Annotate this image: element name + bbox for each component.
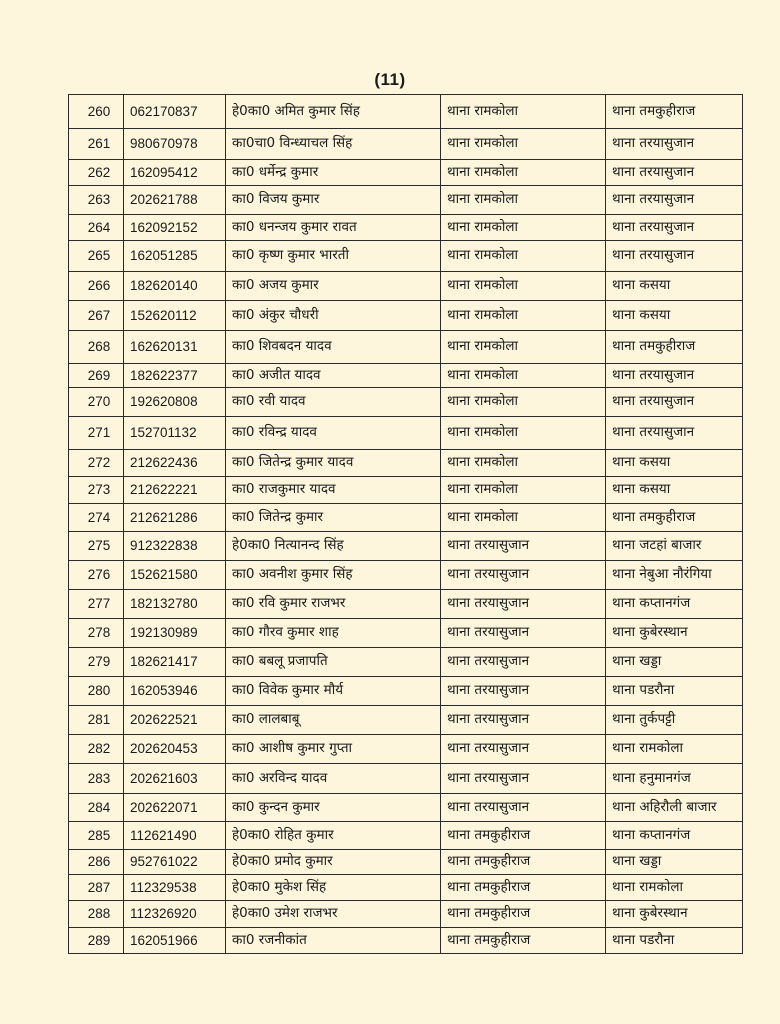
transfer-station-cell: थाना तरयासुजान <box>606 186 743 215</box>
table-row <box>69 561 743 590</box>
table-row <box>69 388 743 417</box>
pno-number-cell: 162051966 <box>124 928 226 954</box>
transfer-station-cell: थाना तमकुहीराज <box>606 504 743 532</box>
pno-number-cell: 202622071 <box>124 794 226 822</box>
serial-number-cell: 264 <box>69 215 124 241</box>
pno-number-cell: 112326920 <box>124 901 226 928</box>
table-row <box>69 706 743 735</box>
employee-name-cell: हे0का0 उमेश राजभर <box>226 901 441 928</box>
transfer-table <box>68 94 743 954</box>
transfer-station-cell: थाना तरयासुजान <box>606 160 743 186</box>
table-row <box>69 901 743 928</box>
transfer-station-cell: थाना पडरौना <box>606 928 743 954</box>
table-row <box>69 619 743 648</box>
serial-number-cell: 276 <box>69 561 124 590</box>
employee-name-cell: का0 अजय कुमार <box>226 272 441 301</box>
employee-name-cell: का0 अंकुर चौधरी <box>226 301 441 331</box>
transfer-station-cell: थाना कसया <box>606 272 743 301</box>
serial-number-cell: 278 <box>69 619 124 648</box>
serial-number-cell: 274 <box>69 504 124 532</box>
pno-number-cell: 202620453 <box>124 735 226 764</box>
transfer-station-cell: थाना हनुमानगंज <box>606 764 743 794</box>
pno-number-cell: 182621417 <box>124 648 226 677</box>
pno-number-cell: 202621603 <box>124 764 226 794</box>
transfer-station-cell: थाना तरयासुजान <box>606 215 743 241</box>
employee-name-cell: का0 रविन्द्र यादव <box>226 417 441 450</box>
serial-number-cell: 272 <box>69 450 124 477</box>
serial-number-cell: 288 <box>69 901 124 928</box>
current-station-cell: थाना तरयासुजान <box>441 677 606 706</box>
current-station-cell: थाना तमकुहीराज <box>441 928 606 954</box>
employee-name-cell: का0 बबलू प्रजापति <box>226 648 441 677</box>
transfer-station-cell: थाना खड्डा <box>606 850 743 875</box>
pno-number-cell: 212622221 <box>124 477 226 504</box>
transfer-station-cell: थाना तरयासुजान <box>606 241 743 272</box>
employee-name-cell: का0 रजनीकांत <box>226 928 441 954</box>
employee-name-cell: हे0का0 रोहित कुमार <box>226 822 441 850</box>
employee-name-cell: का0 शिवबदन यादव <box>226 331 441 364</box>
transfer-station-cell: थाना कसया <box>606 301 743 331</box>
current-station-cell: थाना रामकोला <box>441 331 606 364</box>
transfer-station-cell: थाना कुबेरस्थान <box>606 901 743 928</box>
table-row <box>69 794 743 822</box>
employee-name-cell: का0 गौरव कुमार शाह <box>226 619 441 648</box>
employee-name-cell: का0 अवनीश कुमार सिंह <box>226 561 441 590</box>
transfer-station-cell: थाना रामकोला <box>606 875 743 901</box>
table-row <box>69 590 743 619</box>
employee-name-cell: का0 जितेन्द्र कुमार <box>226 504 441 532</box>
employee-name-cell: का0 आशीष कुमार गुप्ता <box>226 735 441 764</box>
pno-number-cell: 182622377 <box>124 364 226 388</box>
current-station-cell: थाना तरयासुजान <box>441 706 606 735</box>
employee-name-cell: का0 कृष्ण कुमार भारती <box>226 241 441 272</box>
pno-number-cell: 212622436 <box>124 450 226 477</box>
table-row <box>69 532 743 561</box>
current-station-cell: थाना रामकोला <box>441 450 606 477</box>
pno-number-cell: 212621286 <box>124 504 226 532</box>
serial-number-cell: 261 <box>69 129 124 160</box>
transfer-station-cell: थाना अहिरौली बाजार <box>606 794 743 822</box>
transfer-station-cell: थाना कुबेरस्थान <box>606 619 743 648</box>
pno-number-cell: 182132780 <box>124 590 226 619</box>
table-row <box>69 417 743 450</box>
transfer-station-cell: थाना कसया <box>606 450 743 477</box>
transfer-station-cell: थाना पडरौना <box>606 677 743 706</box>
current-station-cell: थाना तमकुहीराज <box>441 850 606 875</box>
table-row <box>69 450 743 477</box>
pno-number-cell: 952761022 <box>124 850 226 875</box>
table-row <box>69 477 743 504</box>
pno-number-cell: 162051285 <box>124 241 226 272</box>
serial-number-cell: 279 <box>69 648 124 677</box>
table-row <box>69 875 743 901</box>
serial-number-cell: 281 <box>69 706 124 735</box>
pno-number-cell: 152621580 <box>124 561 226 590</box>
table-row <box>69 331 743 364</box>
table-row <box>69 928 743 954</box>
current-station-cell: थाना रामकोला <box>441 215 606 241</box>
table-row <box>69 160 743 186</box>
table-row <box>69 677 743 706</box>
serial-number-cell: 286 <box>69 850 124 875</box>
current-station-cell: थाना रामकोला <box>441 95 606 129</box>
current-station-cell: थाना रामकोला <box>441 272 606 301</box>
pno-number-cell: 192130989 <box>124 619 226 648</box>
serial-number-cell: 263 <box>69 186 124 215</box>
serial-number-cell: 283 <box>69 764 124 794</box>
employee-name-cell: का0 विवेक कुमार मौर्य <box>226 677 441 706</box>
page-number: (11) <box>374 70 406 89</box>
current-station-cell: थाना तरयासुजान <box>441 735 606 764</box>
table-row <box>69 215 743 241</box>
pno-number-cell: 162620131 <box>124 331 226 364</box>
table-row <box>69 822 743 850</box>
serial-number-cell: 289 <box>69 928 124 954</box>
serial-number-cell: 284 <box>69 794 124 822</box>
table-row <box>69 186 743 215</box>
transfer-station-cell: थाना तरयासुजान <box>606 129 743 160</box>
table-row <box>69 648 743 677</box>
table-row <box>69 272 743 301</box>
current-station-cell: थाना तरयासुजान <box>441 590 606 619</box>
employee-name-cell: का0 जितेन्द्र कुमार यादव <box>226 450 441 477</box>
current-station-cell: थाना तरयासुजान <box>441 619 606 648</box>
employee-name-cell: का0 रवी यादव <box>226 388 441 417</box>
employee-name-cell: का0 कुन्दन कुमार <box>226 794 441 822</box>
pno-number-cell: 152701132 <box>124 417 226 450</box>
transfer-station-cell: थाना तुर्कपट्टी <box>606 706 743 735</box>
table-row <box>69 735 743 764</box>
employee-name-cell: का0 रवि कुमार राजभर <box>226 590 441 619</box>
current-station-cell: थाना रामकोला <box>441 301 606 331</box>
employee-name-cell: हे0का0 नित्यानन्द सिंह <box>226 532 441 561</box>
table-row <box>69 504 743 532</box>
pno-number-cell: 162095412 <box>124 160 226 186</box>
current-station-cell: थाना रामकोला <box>441 388 606 417</box>
pno-number-cell: 182620140 <box>124 272 226 301</box>
pno-number-cell: 112329538 <box>124 875 226 901</box>
current-station-cell: थाना तरयासुजान <box>441 648 606 677</box>
table-row <box>69 764 743 794</box>
employee-name-cell: का0 अरविन्द यादव <box>226 764 441 794</box>
employee-name-cell: का0 अजीत यादव <box>226 364 441 388</box>
transfer-station-cell: थाना कसया <box>606 477 743 504</box>
current-station-cell: थाना रामकोला <box>441 129 606 160</box>
serial-number-cell: 269 <box>69 364 124 388</box>
current-station-cell: थाना रामकोला <box>441 417 606 450</box>
table-row <box>69 129 743 160</box>
current-station-cell: थाना रामकोला <box>441 364 606 388</box>
transfer-station-cell: थाना कप्तानगंज <box>606 822 743 850</box>
current-station-cell: थाना रामकोला <box>441 186 606 215</box>
employee-name-cell: का0 धनन्जय कुमार रावत <box>226 215 441 241</box>
serial-number-cell: 270 <box>69 388 124 417</box>
serial-number-cell: 267 <box>69 301 124 331</box>
current-station-cell: थाना तरयासुजान <box>441 532 606 561</box>
employee-name-cell: का0 लालबाबू <box>226 706 441 735</box>
serial-number-cell: 277 <box>69 590 124 619</box>
serial-number-cell: 287 <box>69 875 124 901</box>
table-row <box>69 301 743 331</box>
current-station-cell: थाना तमकुहीराज <box>441 875 606 901</box>
transfer-station-cell: थाना तरयासुजान <box>606 364 743 388</box>
serial-number-cell: 265 <box>69 241 124 272</box>
transfer-station-cell: थाना तरयासुजान <box>606 388 743 417</box>
employee-name-cell: का0 विजय कुमार <box>226 186 441 215</box>
employee-name-cell: हे0का0 मुकेश सिंह <box>226 875 441 901</box>
current-station-cell: थाना तमकुहीराज <box>441 822 606 850</box>
transfer-station-cell: थाना तमकुहीराज <box>606 331 743 364</box>
transfer-station-cell: थाना रामकोला <box>606 735 743 764</box>
serial-number-cell: 280 <box>69 677 124 706</box>
pno-number-cell: 202621788 <box>124 186 226 215</box>
pno-number-cell: 980670978 <box>124 129 226 160</box>
employee-name-cell: हे0का0 प्रमोद कुमार <box>226 850 441 875</box>
transfer-station-cell: थाना नेबुआ नौरंगिया <box>606 561 743 590</box>
serial-number-cell: 282 <box>69 735 124 764</box>
pno-number-cell: 912322838 <box>124 532 226 561</box>
transfer-station-cell: थाना जटहां बाजार <box>606 532 743 561</box>
current-station-cell: थाना तरयासुजान <box>441 794 606 822</box>
employee-name-cell: का0 राजकुमार यादव <box>226 477 441 504</box>
current-station-cell: थाना तरयासुजान <box>441 561 606 590</box>
current-station-cell: थाना रामकोला <box>441 241 606 272</box>
serial-number-cell: 275 <box>69 532 124 561</box>
pno-number-cell: 162092152 <box>124 215 226 241</box>
pno-number-cell: 162053946 <box>124 677 226 706</box>
serial-number-cell: 285 <box>69 822 124 850</box>
pno-number-cell: 062170837 <box>124 95 226 129</box>
current-station-cell: थाना रामकोला <box>441 477 606 504</box>
current-station-cell: थाना रामकोला <box>441 160 606 186</box>
serial-number-cell: 268 <box>69 331 124 364</box>
serial-number-cell: 262 <box>69 160 124 186</box>
pno-number-cell: 192620808 <box>124 388 226 417</box>
transfer-station-cell: थाना तमकुहीराज <box>606 95 743 129</box>
serial-number-cell: 266 <box>69 272 124 301</box>
table-row <box>69 850 743 875</box>
current-station-cell: थाना तमकुहीराज <box>441 901 606 928</box>
current-station-cell: थाना तरयासुजान <box>441 764 606 794</box>
table-row <box>69 95 743 129</box>
transfer-station-cell: थाना तरयासुजान <box>606 417 743 450</box>
serial-number-cell: 271 <box>69 417 124 450</box>
pno-number-cell: 112621490 <box>124 822 226 850</box>
table-body <box>69 95 743 954</box>
transfer-station-cell: थाना खड्डा <box>606 648 743 677</box>
employee-name-cell: का0 धर्मेन्द्र कुमार <box>226 160 441 186</box>
table-row <box>69 364 743 388</box>
pno-number-cell: 202622521 <box>124 706 226 735</box>
transfer-station-cell: थाना कप्तानगंज <box>606 590 743 619</box>
employee-name-cell: का0चा0 विन्ध्याचल सिंह <box>226 129 441 160</box>
current-station-cell: थाना रामकोला <box>441 504 606 532</box>
table-row <box>69 241 743 272</box>
serial-number-cell: 273 <box>69 477 124 504</box>
employee-name-cell: हे0का0 अमित कुमार सिंह <box>226 95 441 129</box>
pno-number-cell: 152620112 <box>124 301 226 331</box>
serial-number-cell: 260 <box>69 95 124 129</box>
